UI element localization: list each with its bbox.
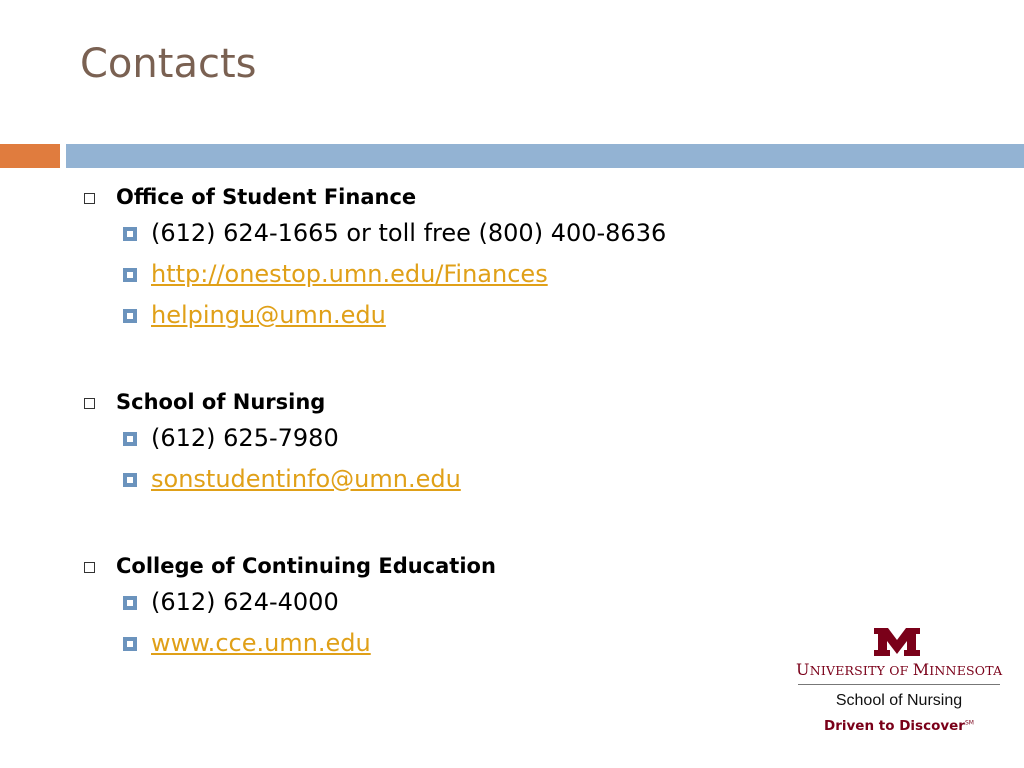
block-m-icon xyxy=(874,628,920,656)
onestop-finances-link[interactable]: http://onestop.umn.edu/Finances xyxy=(151,260,548,288)
square-bullet-icon xyxy=(123,432,137,446)
section-heading: School of Nursing xyxy=(116,390,326,414)
phone-text: (612) 624-4000 xyxy=(151,588,339,616)
sonstudentinfo-email-link[interactable]: sonstudentinfo@umn.edu xyxy=(151,465,461,493)
section-heading: Office of Student Finance xyxy=(116,185,417,209)
cce-website-link[interactable]: www.cce.umn.edu xyxy=(151,629,371,657)
helpingu-email-link[interactable]: helpingu@umn.edu xyxy=(151,301,386,329)
logo-divider xyxy=(798,684,1000,685)
school-name: School of Nursing xyxy=(835,692,963,709)
university-name: UNIVERSITY OF MINNESOTA xyxy=(796,660,1003,679)
square-bullet-icon xyxy=(123,637,137,651)
square-outline-bullet-icon xyxy=(84,562,95,573)
section-heading: College of Continuing Education xyxy=(116,554,496,578)
umn-school-of-nursing-logo xyxy=(796,628,1002,740)
tagline: Driven to Discover℠ xyxy=(824,718,974,734)
slide-title: Contacts xyxy=(80,41,257,87)
square-outline-bullet-icon xyxy=(84,193,95,204)
square-bullet-icon xyxy=(123,309,137,323)
square-bullet-icon xyxy=(123,268,137,282)
accent-bar-orange xyxy=(0,144,60,168)
square-bullet-icon xyxy=(123,596,137,610)
accent-bar-blue xyxy=(66,144,1024,168)
phone-text: (612) 625-7980 xyxy=(151,424,339,452)
phone-text: (612) 624-1665 or toll free (800) 400-8636 xyxy=(151,219,667,247)
square-outline-bullet-icon xyxy=(84,398,95,409)
square-bullet-icon xyxy=(123,473,137,487)
square-bullet-icon xyxy=(123,227,137,241)
